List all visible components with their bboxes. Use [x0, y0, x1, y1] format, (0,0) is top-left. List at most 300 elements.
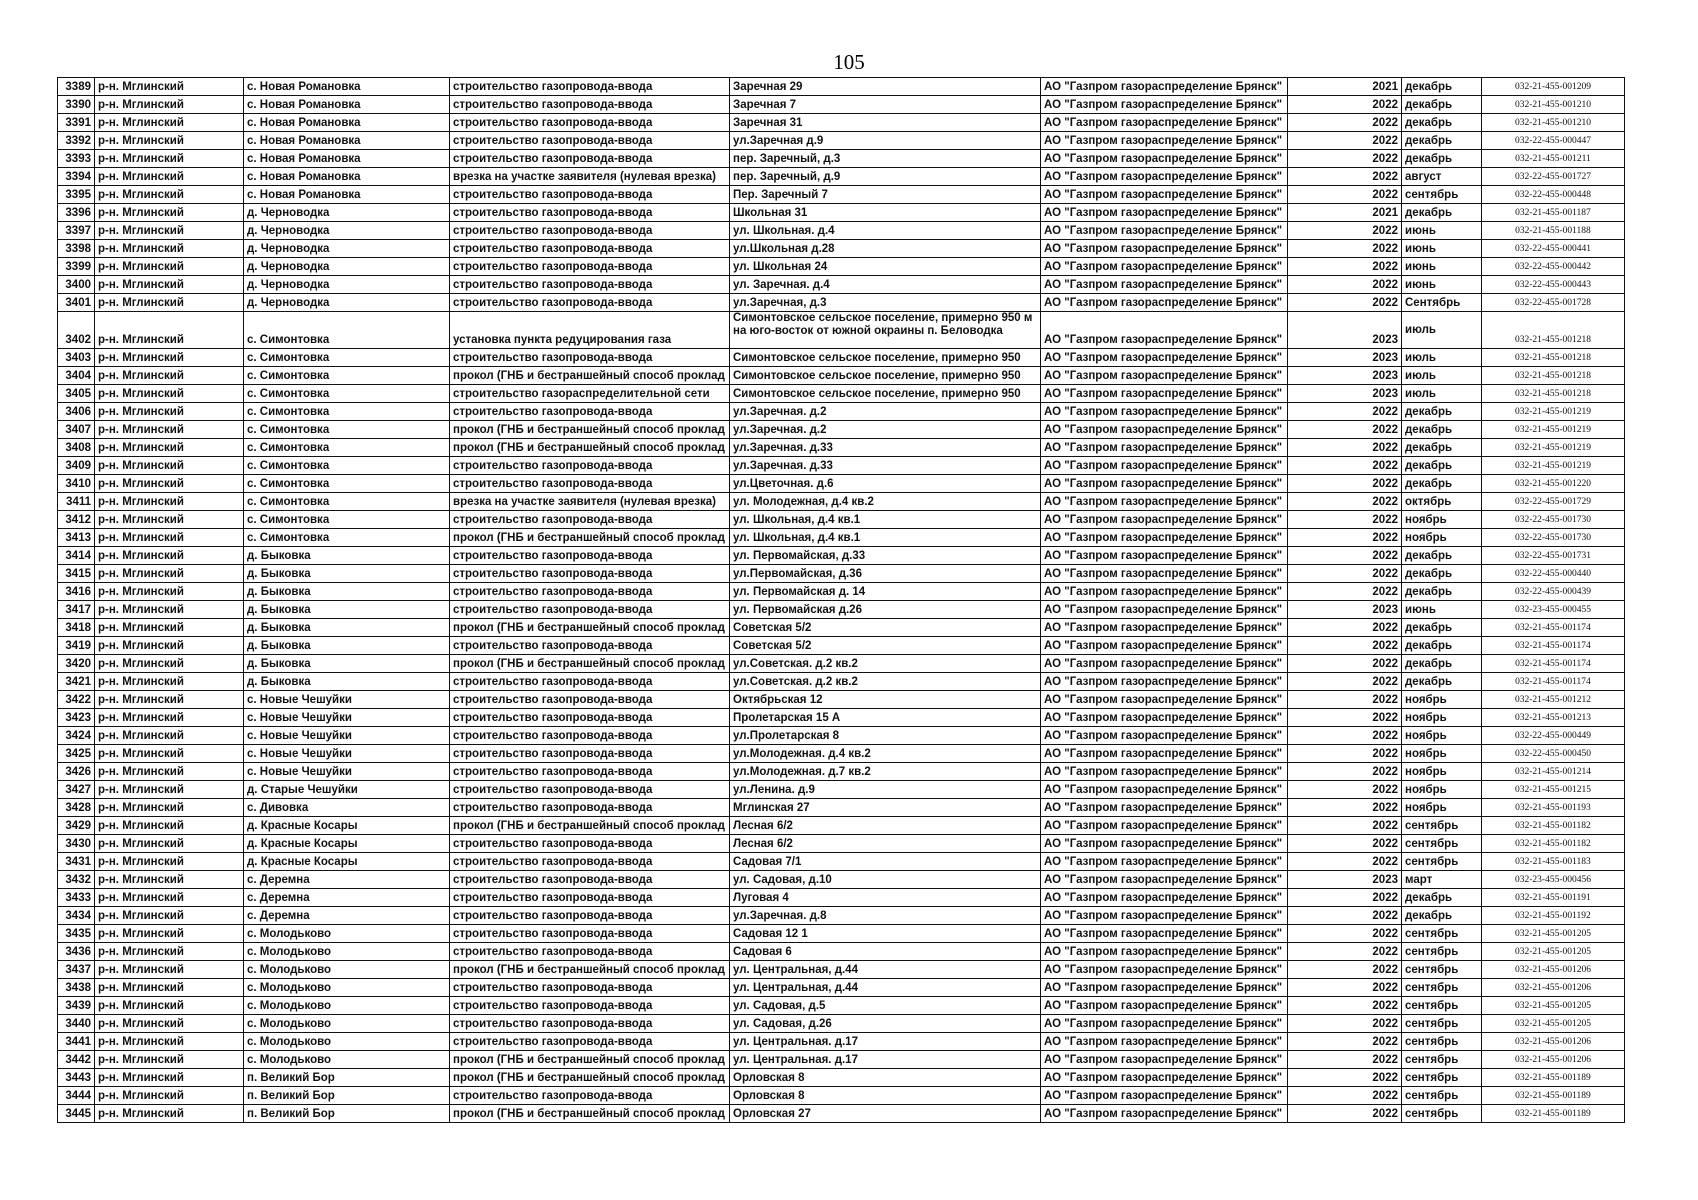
- address-cell: ул.Молодежная. д.7 кв.2: [730, 763, 1041, 781]
- locality-cell: с. Дивовка: [244, 799, 450, 817]
- work-type-cell: строительство газопровода-ввода: [450, 943, 730, 961]
- row-number: 3398: [58, 240, 95, 258]
- code-cell: 032-21-455-001183: [1482, 853, 1625, 871]
- code-cell: 032-21-455-001189: [1482, 1069, 1625, 1087]
- code-cell: 032-21-455-001189: [1482, 1087, 1625, 1105]
- locality-cell: д. Быковка: [244, 673, 450, 691]
- organization-cell: АО "Газпром газораспределение Брянск": [1041, 276, 1288, 294]
- organization-cell: АО "Газпром газораспределение Брянск": [1041, 240, 1288, 258]
- organization-cell: АО "Газпром газораспределение Брянск": [1041, 1069, 1288, 1087]
- month-cell: июль: [1402, 312, 1482, 349]
- district-cell: р-н. Мглинский: [95, 547, 244, 565]
- month-cell: декабрь: [1402, 475, 1482, 493]
- code-cell: 032-22-455-000448: [1482, 186, 1625, 204]
- organization-cell: АО "Газпром газораспределение Брянск": [1041, 186, 1288, 204]
- year-cell: 2022: [1288, 691, 1402, 709]
- year-cell: 2022: [1288, 240, 1402, 258]
- locality-cell: д. Быковка: [244, 637, 450, 655]
- work-type-cell: строительство газопровода-ввода: [450, 799, 730, 817]
- district-cell: р-н. Мглинский: [95, 240, 244, 258]
- year-cell: 2022: [1288, 168, 1402, 186]
- work-type-cell: строительство газопровода-ввода: [450, 835, 730, 853]
- locality-cell: с. Молодьково: [244, 943, 450, 961]
- month-cell: декабрь: [1402, 457, 1482, 475]
- year-cell: 2022: [1288, 799, 1402, 817]
- district-cell: р-н. Мглинский: [95, 367, 244, 385]
- table-row: [58, 276, 1625, 294]
- address-cell: Симонтовское сельское поселение, примерно 950: [730, 385, 1041, 403]
- address-cell: Школьная 31: [730, 204, 1041, 222]
- work-type-cell: строительство газопровода-ввода: [450, 871, 730, 889]
- code-cell: 032-22-455-001729: [1482, 493, 1625, 511]
- district-cell: р-н. Мглинский: [95, 907, 244, 925]
- locality-cell: с. Новая Романовка: [244, 150, 450, 168]
- table-row: [58, 727, 1625, 745]
- address-cell: Пролетарская 15 А: [730, 709, 1041, 727]
- address-cell: Симонтовское сельское поселение, примерно 950: [730, 367, 1041, 385]
- table-row: [58, 240, 1625, 258]
- address-cell: ул. Школьная 24: [730, 258, 1041, 276]
- organization-cell: АО "Газпром газораспределение Брянск": [1041, 114, 1288, 132]
- locality-cell: с. Симонтовка: [244, 529, 450, 547]
- locality-cell: п. Великий Бор: [244, 1105, 450, 1123]
- month-cell: сентябрь: [1402, 1015, 1482, 1033]
- district-cell: р-н. Мглинский: [95, 294, 244, 312]
- district-cell: р-н. Мглинский: [95, 511, 244, 529]
- locality-cell: с. Симонтовка: [244, 439, 450, 457]
- table-row: [58, 961, 1625, 979]
- locality-cell: с. Деремна: [244, 907, 450, 925]
- address-cell: ул.Молодежная. д.4 кв.2: [730, 745, 1041, 763]
- year-cell: 2022: [1288, 511, 1402, 529]
- address-cell: Заречная 31: [730, 114, 1041, 132]
- month-cell: ноябрь: [1402, 745, 1482, 763]
- district-cell: р-н. Мглинский: [95, 655, 244, 673]
- table-row: [58, 943, 1625, 961]
- code-cell: 032-21-455-001218: [1482, 385, 1625, 403]
- address-cell: ул.Заречная д.9: [730, 132, 1041, 150]
- district-cell: р-н. Мглинский: [95, 1051, 244, 1069]
- row-number: 3397: [58, 222, 95, 240]
- code-cell: 032-21-455-001218: [1482, 312, 1625, 349]
- row-number: 3444: [58, 1087, 95, 1105]
- table-row: [58, 655, 1625, 673]
- table-row: [58, 979, 1625, 997]
- code-cell: 032-21-455-001220: [1482, 475, 1625, 493]
- district-cell: р-н. Мглинский: [95, 385, 244, 403]
- locality-cell: с. Молодьково: [244, 961, 450, 979]
- district-cell: р-н. Мглинский: [95, 835, 244, 853]
- organization-cell: АО "Газпром газораспределение Брянск": [1041, 727, 1288, 745]
- year-cell: 2022: [1288, 925, 1402, 943]
- district-cell: р-н. Мглинский: [95, 1087, 244, 1105]
- month-cell: сентябрь: [1402, 997, 1482, 1015]
- table-row: [58, 1015, 1625, 1033]
- work-type-cell: строительство газопровода-ввода: [450, 78, 730, 96]
- code-cell: 032-21-455-001218: [1482, 367, 1625, 385]
- address-cell: ул. Садовая, д.5: [730, 997, 1041, 1015]
- row-number: 3434: [58, 907, 95, 925]
- locality-cell: с. Симонтовка: [244, 349, 450, 367]
- row-number: 3408: [58, 439, 95, 457]
- code-cell: 032-22-455-000449: [1482, 727, 1625, 745]
- address-cell: ул. Школьная. д.4: [730, 222, 1041, 240]
- table-row: [58, 222, 1625, 240]
- locality-cell: д. Черноводка: [244, 222, 450, 240]
- month-cell: июнь: [1402, 240, 1482, 258]
- month-cell: июнь: [1402, 222, 1482, 240]
- code-cell: 032-22-455-001730: [1482, 511, 1625, 529]
- table-row: [58, 925, 1625, 943]
- year-cell: 2022: [1288, 979, 1402, 997]
- table-row: [58, 871, 1625, 889]
- address-cell: Симонтовское сельское поселение, примерно 950 м на юго-восток от южной окраины п. Беловодка: [730, 312, 1041, 349]
- organization-cell: АО "Газпром газораспределение Брянск": [1041, 222, 1288, 240]
- locality-cell: с. Молодьково: [244, 1033, 450, 1051]
- work-type-cell: строительство газопровода-ввода: [450, 853, 730, 871]
- year-cell: 2022: [1288, 835, 1402, 853]
- address-cell: ул. Центральная, д.44: [730, 979, 1041, 997]
- row-number: 3395: [58, 186, 95, 204]
- code-cell: 032-22-455-000441: [1482, 240, 1625, 258]
- year-cell: 2022: [1288, 1105, 1402, 1123]
- organization-cell: АО "Газпром газораспределение Брянск": [1041, 403, 1288, 421]
- address-cell: ул.Заречная. д.2: [730, 403, 1041, 421]
- table-row: [58, 763, 1625, 781]
- table-row: [58, 1051, 1625, 1069]
- organization-cell: АО "Газпром газораспределение Брянск": [1041, 601, 1288, 619]
- code-cell: 032-21-455-001189: [1482, 1105, 1625, 1123]
- district-cell: р-н. Мглинский: [95, 168, 244, 186]
- month-cell: ноябрь: [1402, 763, 1482, 781]
- locality-cell: д. Черноводка: [244, 258, 450, 276]
- table-row: [58, 835, 1625, 853]
- locality-cell: д. Старые Чешуйки: [244, 781, 450, 799]
- month-cell: декабрь: [1402, 673, 1482, 691]
- year-cell: 2022: [1288, 565, 1402, 583]
- code-cell: 032-21-455-001209: [1482, 78, 1625, 96]
- code-cell: 032-21-455-001174: [1482, 619, 1625, 637]
- year-cell: 2023: [1288, 312, 1402, 349]
- table-row: [58, 817, 1625, 835]
- locality-cell: с. Новая Романовка: [244, 168, 450, 186]
- year-cell: 2022: [1288, 421, 1402, 439]
- code-cell: 032-21-455-001219: [1482, 439, 1625, 457]
- year-cell: 2022: [1288, 727, 1402, 745]
- locality-cell: д. Быковка: [244, 655, 450, 673]
- district-cell: р-н. Мглинский: [95, 312, 244, 349]
- locality-cell: д. Быковка: [244, 565, 450, 583]
- district-cell: р-н. Мглинский: [95, 258, 244, 276]
- work-type-cell: строительство газопровода-ввода: [450, 709, 730, 727]
- month-cell: ноябрь: [1402, 511, 1482, 529]
- address-cell: пер. Заречный, д.9: [730, 168, 1041, 186]
- row-number: 3392: [58, 132, 95, 150]
- table-row: [58, 691, 1625, 709]
- organization-cell: АО "Газпром газораспределение Брянск": [1041, 132, 1288, 150]
- organization-cell: АО "Газпром газораспределение Брянск": [1041, 367, 1288, 385]
- organization-cell: АО "Газпром газораспределение Брянск": [1041, 637, 1288, 655]
- row-number: 3428: [58, 799, 95, 817]
- code-cell: 032-21-455-001187: [1482, 204, 1625, 222]
- organization-cell: АО "Газпром газораспределение Брянск": [1041, 763, 1288, 781]
- work-type-cell: строительство газопровода-ввода: [450, 925, 730, 943]
- district-cell: р-н. Мглинский: [95, 421, 244, 439]
- locality-cell: д. Черноводка: [244, 276, 450, 294]
- locality-cell: с. Симонтовка: [244, 511, 450, 529]
- table-row: [58, 565, 1625, 583]
- organization-cell: АО "Газпром газораспределение Брянск": [1041, 745, 1288, 763]
- year-cell: 2023: [1288, 871, 1402, 889]
- address-cell: ул. Школьная, д.4 кв.1: [730, 529, 1041, 547]
- month-cell: сентябрь: [1402, 943, 1482, 961]
- locality-cell: с. Молодьково: [244, 1015, 450, 1033]
- month-cell: сентябрь: [1402, 979, 1482, 997]
- year-cell: 2022: [1288, 1033, 1402, 1051]
- work-type-cell: строительство газопровода-ввода: [450, 132, 730, 150]
- month-cell: декабрь: [1402, 403, 1482, 421]
- month-cell: ноябрь: [1402, 529, 1482, 547]
- district-cell: р-н. Мглинский: [95, 1033, 244, 1051]
- work-type-cell: строительство газопровода-ввода: [450, 889, 730, 907]
- row-number: 3429: [58, 817, 95, 835]
- code-cell: 032-21-455-001182: [1482, 817, 1625, 835]
- year-cell: 2022: [1288, 222, 1402, 240]
- month-cell: ноябрь: [1402, 727, 1482, 745]
- work-type-cell: строительство газопровода-ввода: [450, 222, 730, 240]
- district-cell: р-н. Мглинский: [95, 565, 244, 583]
- work-type-cell: прокол (ГНБ и бестраншейный способ проклад: [450, 961, 730, 979]
- district-cell: р-н. Мглинский: [95, 114, 244, 132]
- row-number: 3396: [58, 204, 95, 222]
- locality-cell: п. Великий Бор: [244, 1087, 450, 1105]
- table-row: [58, 853, 1625, 871]
- locality-cell: с. Деремна: [244, 889, 450, 907]
- table-row: [58, 907, 1625, 925]
- row-number: 3419: [58, 637, 95, 655]
- table-row: [58, 1033, 1625, 1051]
- district-cell: р-н. Мглинский: [95, 727, 244, 745]
- work-type-cell: строительство газопровода-ввода: [450, 583, 730, 601]
- code-cell: 032-22-455-001730: [1482, 529, 1625, 547]
- month-cell: сентябрь: [1402, 961, 1482, 979]
- locality-cell: с. Новая Романовка: [244, 186, 450, 204]
- month-cell: декабрь: [1402, 150, 1482, 168]
- address-cell: Советская 5/2: [730, 637, 1041, 655]
- address-cell: Садовая 12 1: [730, 925, 1041, 943]
- organization-cell: АО "Газпром газораспределение Брянск": [1041, 204, 1288, 222]
- work-type-cell: прокол (ГНБ и бестраншейный способ проклад: [450, 367, 730, 385]
- row-number: 3416: [58, 583, 95, 601]
- address-cell: Пер. Заречный 7: [730, 186, 1041, 204]
- table-row: [58, 547, 1625, 565]
- address-cell: ул. Молодежная, д.4 кв.2: [730, 493, 1041, 511]
- code-cell: 032-22-455-000440: [1482, 565, 1625, 583]
- address-cell: ул.Советская. д.2 кв.2: [730, 673, 1041, 691]
- address-cell: Орловская 8: [730, 1087, 1041, 1105]
- district-cell: р-н. Мглинский: [95, 853, 244, 871]
- organization-cell: АО "Газпром газораспределение Брянск": [1041, 853, 1288, 871]
- organization-cell: АО "Газпром газораспределение Брянск": [1041, 385, 1288, 403]
- year-cell: 2022: [1288, 889, 1402, 907]
- month-cell: ноябрь: [1402, 781, 1482, 799]
- table-row: [58, 114, 1625, 132]
- district-cell: р-н. Мглинский: [95, 745, 244, 763]
- locality-cell: с. Симонтовка: [244, 385, 450, 403]
- row-number: 3403: [58, 349, 95, 367]
- address-cell: Заречная 29: [730, 78, 1041, 96]
- work-type-cell: строительство газопровода-ввода: [450, 763, 730, 781]
- table-row: [58, 367, 1625, 385]
- code-cell: 032-21-455-001210: [1482, 96, 1625, 114]
- row-number: 3413: [58, 529, 95, 547]
- locality-cell: с. Симонтовка: [244, 367, 450, 385]
- address-cell: ул. Школьная, д.4 кв.1: [730, 511, 1041, 529]
- locality-cell: с. Новые Чешуйки: [244, 763, 450, 781]
- row-number: 3435: [58, 925, 95, 943]
- row-number: 3418: [58, 619, 95, 637]
- organization-cell: АО "Газпром газораспределение Брянск": [1041, 493, 1288, 511]
- work-type-cell: прокол (ГНБ и бестраншейный способ проклад: [450, 655, 730, 673]
- work-type-cell: строительство газопровода-ввода: [450, 240, 730, 258]
- locality-cell: с. Новые Чешуйки: [244, 727, 450, 745]
- code-cell: 032-21-455-001182: [1482, 835, 1625, 853]
- work-type-cell: строительство газопровода-ввода: [450, 186, 730, 204]
- code-cell: 032-22-455-001731: [1482, 547, 1625, 565]
- locality-cell: д. Быковка: [244, 619, 450, 637]
- row-number: 3431: [58, 853, 95, 871]
- locality-cell: с. Новая Романовка: [244, 96, 450, 114]
- locality-cell: с. Молодьково: [244, 997, 450, 1015]
- locality-cell: д. Быковка: [244, 583, 450, 601]
- organization-cell: АО "Газпром газораспределение Брянск": [1041, 1105, 1288, 1123]
- table-row: [58, 493, 1625, 511]
- organization-cell: АО "Газпром газораспределение Брянск": [1041, 979, 1288, 997]
- address-cell: Луговая 4: [730, 889, 1041, 907]
- year-cell: 2021: [1288, 204, 1402, 222]
- work-type-cell: врезка на участке заявителя (нулевая врезка): [450, 493, 730, 511]
- table-row: [58, 312, 1625, 349]
- table-row: [58, 78, 1625, 96]
- address-cell: Лесная 6/2: [730, 835, 1041, 853]
- row-number: 3424: [58, 727, 95, 745]
- locality-cell: д. Красные Косары: [244, 853, 450, 871]
- year-cell: 2023: [1288, 601, 1402, 619]
- work-type-cell: строительство газопровода-ввода: [450, 745, 730, 763]
- work-type-cell: прокол (ГНБ и бестраншейный способ проклад: [450, 439, 730, 457]
- locality-cell: с. Деремна: [244, 871, 450, 889]
- district-cell: р-н. Мглинский: [95, 475, 244, 493]
- work-type-cell: прокол (ГНБ и бестраншейный способ проклад: [450, 1069, 730, 1087]
- organization-cell: АО "Газпром газораспределение Брянск": [1041, 817, 1288, 835]
- address-cell: Садовая 7/1: [730, 853, 1041, 871]
- organization-cell: АО "Газпром газораспределение Брянск": [1041, 457, 1288, 475]
- address-cell: ул. Центральная, д.44: [730, 961, 1041, 979]
- organization-cell: АО "Газпром газораспределение Брянск": [1041, 943, 1288, 961]
- code-cell: 032-21-455-001174: [1482, 637, 1625, 655]
- work-type-cell: строительство газопровода-ввода: [450, 96, 730, 114]
- row-number: 3394: [58, 168, 95, 186]
- organization-cell: АО "Газпром газораспределение Брянск": [1041, 78, 1288, 96]
- organization-cell: АО "Газпром газораспределение Брянск": [1041, 709, 1288, 727]
- table-row: [58, 132, 1625, 150]
- row-number: 3420: [58, 655, 95, 673]
- locality-cell: с. Симонтовка: [244, 312, 450, 349]
- year-cell: 2022: [1288, 997, 1402, 1015]
- work-type-cell: строительство газопровода-ввода: [450, 150, 730, 168]
- address-cell: ул.Заречная. д.8: [730, 907, 1041, 925]
- month-cell: сентябрь: [1402, 1069, 1482, 1087]
- year-cell: 2022: [1288, 186, 1402, 204]
- row-number: 3389: [58, 78, 95, 96]
- code-cell: 032-21-455-001191: [1482, 889, 1625, 907]
- locality-cell: с. Новые Чешуйки: [244, 745, 450, 763]
- code-cell: 032-21-455-001219: [1482, 403, 1625, 421]
- month-cell: декабрь: [1402, 889, 1482, 907]
- address-cell: Советская 5/2: [730, 619, 1041, 637]
- organization-cell: АО "Газпром газораспределение Брянск": [1041, 781, 1288, 799]
- address-cell: Орловская 8: [730, 1069, 1041, 1087]
- work-type-cell: установка пункта редуцирования газа: [450, 312, 730, 349]
- code-cell: 032-22-455-000450: [1482, 745, 1625, 763]
- organization-cell: АО "Газпром газораспределение Брянск": [1041, 583, 1288, 601]
- table-row: [58, 1087, 1625, 1105]
- address-cell: ул.Заречная. д.33: [730, 439, 1041, 457]
- year-cell: 2022: [1288, 1069, 1402, 1087]
- work-type-cell: строительство газопровода-ввода: [450, 403, 730, 421]
- year-cell: 2022: [1288, 276, 1402, 294]
- district-cell: р-н. Мглинский: [95, 799, 244, 817]
- district-cell: р-н. Мглинский: [95, 889, 244, 907]
- table-row: [58, 997, 1625, 1015]
- year-cell: 2022: [1288, 529, 1402, 547]
- organization-cell: АО "Газпром газораспределение Брянск": [1041, 150, 1288, 168]
- code-cell: 032-22-455-001728: [1482, 294, 1625, 312]
- work-type-cell: прокол (ГНБ и бестраншейный способ проклад: [450, 529, 730, 547]
- district-cell: р-н. Мглинский: [95, 691, 244, 709]
- district-cell: р-н. Мглинский: [95, 457, 244, 475]
- year-cell: 2022: [1288, 294, 1402, 312]
- code-cell: 032-21-455-001219: [1482, 421, 1625, 439]
- month-cell: август: [1402, 168, 1482, 186]
- locality-cell: д. Черноводка: [244, 240, 450, 258]
- month-cell: декабрь: [1402, 619, 1482, 637]
- organization-cell: АО "Газпром газораспределение Брянск": [1041, 1015, 1288, 1033]
- year-cell: 2022: [1288, 132, 1402, 150]
- work-type-cell: строительство газопровода-ввода: [450, 691, 730, 709]
- work-type-cell: строительство газопровода-ввода: [450, 294, 730, 312]
- month-cell: декабрь: [1402, 96, 1482, 114]
- district-cell: р-н. Мглинский: [95, 601, 244, 619]
- code-cell: 032-21-455-001174: [1482, 655, 1625, 673]
- district-cell: р-н. Мглинский: [95, 673, 244, 691]
- row-number: 3393: [58, 150, 95, 168]
- district-cell: р-н. Мглинский: [95, 871, 244, 889]
- row-number: 3430: [58, 835, 95, 853]
- year-cell: 2022: [1288, 547, 1402, 565]
- district-cell: р-н. Мглинский: [95, 817, 244, 835]
- year-cell: 2022: [1288, 96, 1402, 114]
- table-row: [58, 673, 1625, 691]
- organization-cell: АО "Газпром газораспределение Брянск": [1041, 96, 1288, 114]
- year-cell: 2022: [1288, 457, 1402, 475]
- work-type-cell: строительство газопровода-ввода: [450, 637, 730, 655]
- year-cell: 2022: [1288, 817, 1402, 835]
- code-cell: 032-22-455-000443: [1482, 276, 1625, 294]
- year-cell: 2022: [1288, 763, 1402, 781]
- work-type-cell: строительство газопровода-ввода: [450, 727, 730, 745]
- work-type-cell: строительство газопровода-ввода: [450, 204, 730, 222]
